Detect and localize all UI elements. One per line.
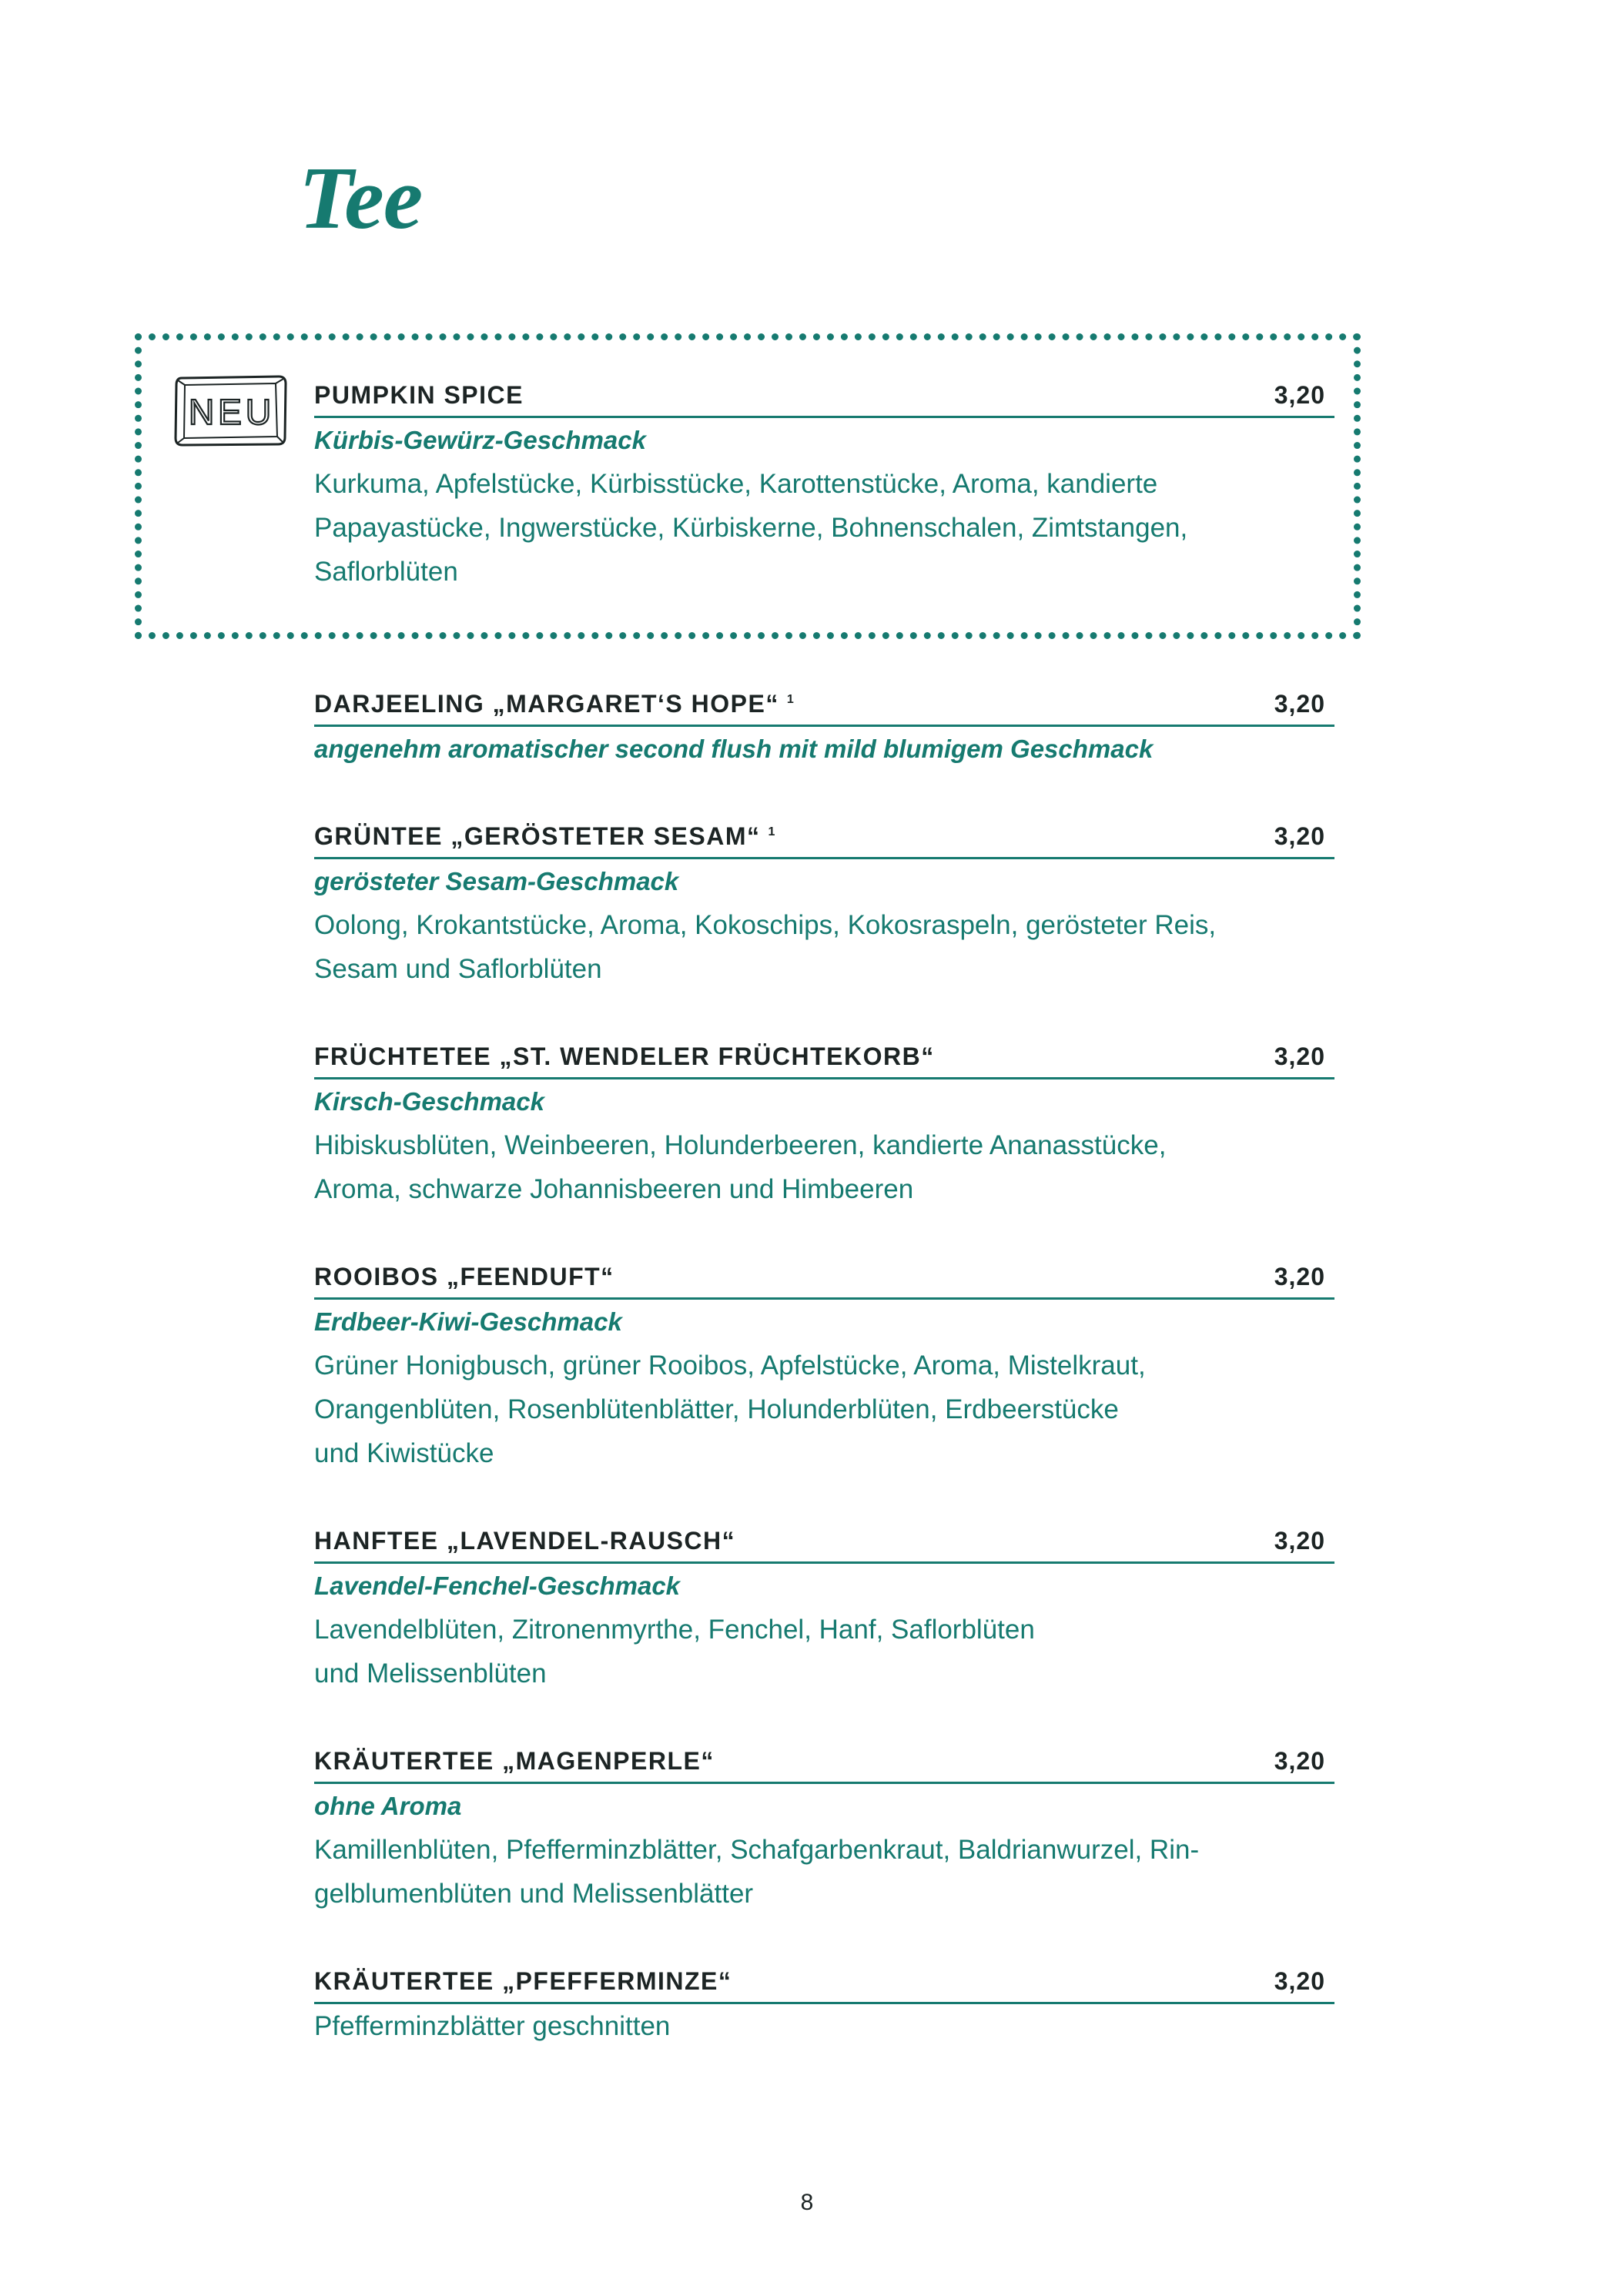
item-flavor: ohne Aroma (314, 1792, 462, 1820)
item-price: 3,20 (1274, 690, 1325, 718)
menu-item (314, 683, 1334, 771)
item-description-line: und Melissenblüten (314, 1658, 547, 1689)
item-header (314, 1520, 1334, 1564)
new-badge-label: NEU (188, 392, 276, 432)
item-price: 3,20 (1274, 381, 1325, 409)
item-header (314, 374, 1334, 418)
item-flavor: Erdbeer-Kiwi-Geschmack (314, 1307, 622, 1336)
item-description-line: Kurkuma, Apfelstücke, Kürbisstücke, Karottenstücke, Aroma, kandierte (314, 469, 1158, 499)
menu-item (314, 1256, 1334, 1475)
item-description-line: Saflorblüten (314, 557, 458, 587)
item-header (314, 1256, 1334, 1300)
item-price: 3,20 (1274, 1527, 1325, 1555)
item-name-text: DARJEELING „MARGARET‘S HOPE“ (314, 690, 779, 718)
item-footnote-marker: 1 (768, 825, 775, 838)
item-name (314, 815, 775, 857)
item-footnote-marker: 1 (786, 693, 794, 706)
item-price: 3,20 (1274, 822, 1325, 850)
new-badge-stamp (172, 373, 288, 447)
item-description-line: Lavendelblüten, Zitronenmyrthe, Fenchel, Hanf, Saflorblüten (314, 1615, 1035, 1645)
menu-item (314, 1520, 1334, 1695)
menu-item (314, 815, 1334, 991)
page-number: 8 (800, 2190, 814, 2215)
item-description-line: Kamillenblüten, Pfefferminzblätter, Schafgarbenkraut, Baldrianwurzel, Rin- (314, 1835, 1200, 1865)
item-header (314, 683, 1334, 727)
item-name (314, 683, 794, 725)
item-flavor: Kirsch-Geschmack (314, 1087, 544, 1116)
item-description-line: gelblumenblüten und Melissenblätter (314, 1879, 754, 1909)
item-name: ROOIBOS „FEENDUFT“ (314, 1263, 614, 1290)
item-header (314, 1740, 1334, 1784)
item-price: 3,20 (1274, 1043, 1325, 1070)
item-flavor: Lavendel-Fenchel-Geschmack (314, 1571, 681, 1600)
item-price: 3,20 (1274, 1967, 1325, 1995)
menu-item (314, 1740, 1334, 1916)
item-description-line: Sesam und Saflorblüten (314, 954, 602, 984)
new-badge (172, 373, 288, 447)
featured-box (135, 333, 1361, 639)
item-description-line: Oolong, Krokantstücke, Aroma, Kokoschips, Kokosraspeln, gerösteter Reis, (314, 910, 1217, 940)
item-flavor: Kürbis-Gewürz-Geschmack (314, 426, 646, 454)
menu-item (314, 1036, 1334, 1211)
item-name: HANFTEE „LAVENDEL-RAUSCH“ (314, 1527, 736, 1555)
page-title: Tee (299, 149, 423, 248)
item-description-line: Orangenblüten, Rosenblütenblätter, Holunderblüten, Erdbeerstücke (314, 1394, 1119, 1424)
item-flavor: angenehm aromatischer second flush mit mild blumigem Geschmack (314, 735, 1154, 763)
tea-list (314, 683, 1334, 2093)
item-name: FRÜCHTETEE „ST. WENDELER FRÜCHTEKORB“ (314, 1043, 935, 1070)
item-description-line: und Kiwistücke (314, 1438, 494, 1468)
item-name: KRÄUTERTEE „PFEFFERMINZE“ (314, 1967, 732, 1995)
item-price: 3,20 (1274, 1263, 1325, 1290)
item-header (314, 1036, 1334, 1079)
item-name: PUMPKIN SPICE (314, 381, 524, 409)
item-header (314, 815, 1334, 859)
item-description-line: Aroma, schwarze Johannisbeeren und Himbeeren (314, 1174, 914, 1204)
menu-item-featured (314, 374, 1334, 594)
item-header (314, 1960, 1334, 2004)
item-description-line: Pfefferminzblätter geschnitten (314, 2011, 671, 2041)
item-name: KRÄUTERTEE „MAGENPERLE“ (314, 1747, 715, 1775)
item-description-line: Hibiskusblüten, Weinbeeren, Holunderbeeren, kandierte Ananasstücke, (314, 1130, 1167, 1160)
menu-item (314, 1960, 1334, 2048)
item-description-line: Papayastücke, Ingwerstücke, Kürbiskerne, Bohnenschalen, Zimtstangen, (314, 513, 1188, 543)
item-name-text: GRÜNTEE „GERÖSTETER SESAM“ (314, 822, 761, 850)
item-description-line: Grüner Honigbusch, grüner Rooibos, Apfelstücke, Aroma, Mistelkraut, (314, 1350, 1146, 1381)
item-price: 3,20 (1274, 1747, 1325, 1775)
item-flavor: gerösteter Sesam-Geschmack (314, 867, 679, 895)
